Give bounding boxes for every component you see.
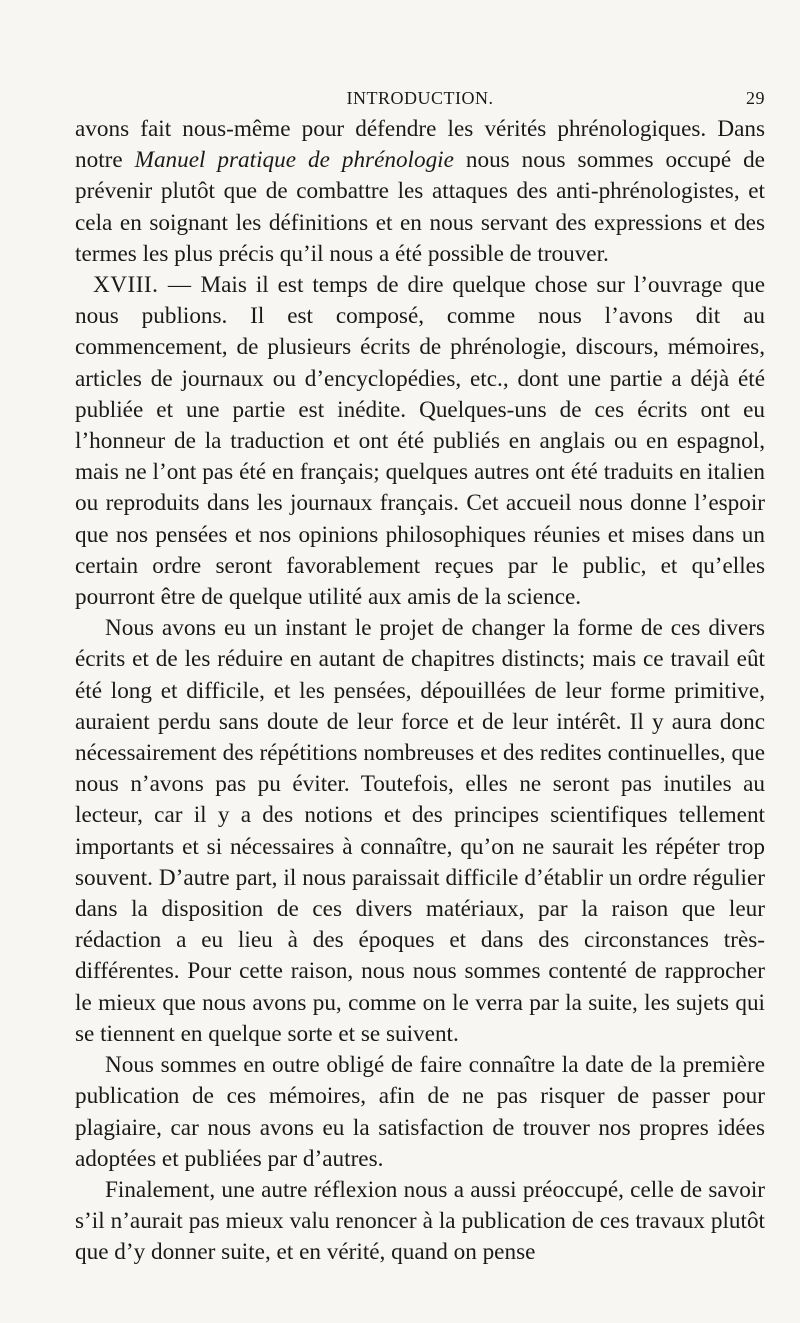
paragraph-continued	[75, 114, 765, 270]
paragraph-section-xviii	[75, 270, 765, 613]
page-number: 29	[746, 88, 765, 108]
book-title-italic: Manuel pratique de phrénologie	[134, 147, 454, 174]
running-header	[75, 88, 765, 114]
paragraph-text: Nous avons eu un instant le projet de changer la forme de ces divers écrits et de les réduire en autant de chapitres distincts; mais ce travail eût été long et difficile, et les pensées, dépouillées de leur forme primitive, auraient perdu sans doute de leur force et de leur intérêt. Il y aura donc nécessairement des répétitions nombreuses et des redites continuelles, que nous n’avons pas pu éviter. Toutefois, elles ne seront pas inutiles au lecteur, car il y a des notions et des principes scientifiques tellement importants et si nécessaires à connaître, qu’on ne saurait les répéter trop souvent. D’autre part, il nous paraissait difficile d’établir un ordre régulier dans la disposition de ces divers matériaux, par la raison que leur rédaction a eu lieu à des époques et dans des circonstances très-différentes. Pour cette raison, nous nous sommes contenté de rapprocher le mieux que nous avons pu, comme on le verra par la suite, les sujets qui se tiennent en quelque sorte et se suivent.	[75, 615, 765, 1047]
paragraph-text: Mais il est temps de dire quelque chose sur l’ouvrage que nous publions. Il est composé, comme nous l’avons dit au commencement, de plusieurs écrits de phrénologie, discours, mémoires, articles de journaux ou d’encyclopédies, etc., dont une partie a déjà été publiée et une partie est inédite. Quelques-uns de ces écrits ont eu l’honneur de la traduction et ont été publiés en anglais ou en espagnol, mais ne l’ont pas été en français; quelques autres ont été traduits en italien ou reproduits dans les journaux français. Cet accueil nous donne l’espoir que nos pensées et nos opinions philosophiques réunies et mises dans un certain ordre seront favorablement reçues par le public, et qu’elles pourront être de quelque utilité aux amis de la science.	[75, 272, 766, 611]
book-page	[75, 88, 765, 1269]
paragraph-text: avons fait nous-même pour défendre les vérités phrénologiques. Dans notre	[75, 116, 765, 174]
paragraph	[75, 1050, 765, 1175]
body-text	[75, 114, 765, 1269]
paragraph-text: nous nous sommes occupé de prévenir plutôt que de combattre les attaques des anti-phrénologistes, et cela en soignant les définitions et en nous servant des expressions et des termes les plus précis qu’il nous a été possible de trouver.	[75, 147, 765, 267]
paragraph-text: Nous sommes en outre obligé de faire connaître la date de la première publication de ces mémoires, afin de ne pas risquer de passer pour plagiaire, car nous avons eu la satisfaction de trouver nos propres idées adoptées et publiées par d’autres.	[75, 1052, 765, 1172]
section-number: XVIII. —	[93, 272, 192, 299]
paragraph-text: Finalement, une autre réflexion nous a aussi préoccupé, celle de savoir s’il n’aurait pas mieux valu renoncer à la publication de ces travaux plutôt que d’y donner suite, et en vérité, quand on pense	[75, 1176, 765, 1266]
running-title: INTRODUCTION.	[346, 88, 494, 108]
paragraph	[75, 1175, 765, 1269]
paragraph	[75, 613, 765, 1050]
